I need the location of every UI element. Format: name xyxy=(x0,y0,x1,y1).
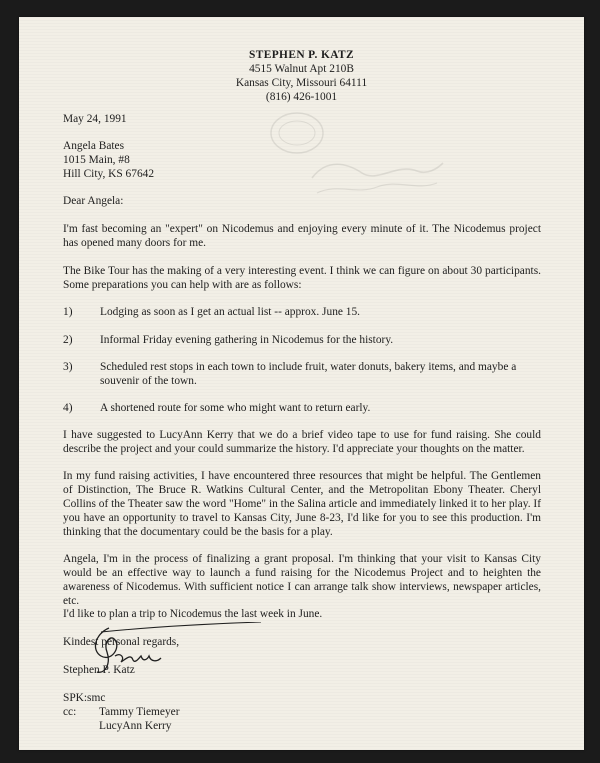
salutation: Dear Angela: xyxy=(63,195,124,207)
paragraph-grant: Angela, I'm in the process of finalizing a grant proposal. I'm thinking that your visit to Kansas City would be an effective way to launch a fund raising for the Nicodemus Project and to heighten the awareness of Nicodemus. With sufficient notice I can arrange talk show interviews, newspaper articles, etc. xyxy=(63,553,541,607)
list-item-text: Lodging as soon as I get an actual list -- approx. June 15. xyxy=(100,306,361,318)
paragraph-fund-raising: In my fund raising activities, I have encountered three resources that might be helpful. The Gentlemen of Distinction, The Bruce R. Watkins Cultural Center, and the Metropolitan Ebony Theater. Cheryl Collins of the Theater saw the word "Home" in the Salina article and immediately linked it to her play. If you have an opportunity to travel to Kansas City, June 8-23, I'd like for you to see this production. I'm thinking that the documentary could be the basis for a play. xyxy=(63,470,541,538)
paragraph-bike-tour: The Bike Tour has the making of a very interesting event. I think we can figure on about 30 participants. Some preparations you can help with are as follows: xyxy=(63,265,541,291)
list-item-text: Informal Friday evening gathering in Nicodemus for the history. xyxy=(100,334,394,346)
letterhead-phone: (816) 426-1001 xyxy=(265,91,338,103)
list-item-text: Scheduled rest stops in each town to include fruit, water donuts, bakery items, and maybe a souvenir of the town. xyxy=(100,361,517,387)
paragraph-intro: I'm fast becoming an "expert" on Nicodemus and enjoying every minute of it. The Nicodemus project has opened many doors for me. xyxy=(63,223,541,249)
recipient-city: Hill City, KS 67642 xyxy=(63,168,155,180)
signer-name: Stephen P. Katz xyxy=(63,664,135,676)
list-number: 1) xyxy=(63,306,73,318)
closing: Kindest personal regards, xyxy=(63,636,180,648)
typist-initials: SPK:smc xyxy=(63,692,106,704)
letterhead-street: 4515 Walnut Apt 210B xyxy=(249,63,354,75)
letterhead-name: STEPHEN P. KATZ xyxy=(248,49,355,61)
list-number: 4) xyxy=(63,402,73,414)
list-item-text: A shortened route for some who might want to return early. xyxy=(100,402,371,414)
paper-watermark xyxy=(267,103,447,213)
cc-label: cc: xyxy=(63,706,77,718)
recipient-name: Angela Bates xyxy=(63,140,125,152)
paragraph-trip: I'd like to plan a trip to Nicodemus the last week in June. xyxy=(63,608,323,620)
list-number: 3) xyxy=(63,361,73,373)
letterhead xyxy=(19,48,584,104)
paragraph-video: I have suggested to LucyAnn Kerry that we do a brief video tape to use for fund raising. She could describe the project and your could summarize the history. I'd appreciate your thoughts on the matter. xyxy=(63,429,541,455)
cc-name: Tammy Tiemeyer xyxy=(99,706,180,718)
letter-page xyxy=(19,17,584,750)
letterhead-city: Kansas City, Missouri 64111 xyxy=(235,77,368,89)
recipient-street: 1015 Main, #8 xyxy=(63,154,130,166)
letter-date: May 24, 1991 xyxy=(63,113,127,125)
list-number: 2) xyxy=(63,334,73,346)
cc-name: LucyAnn Kerry xyxy=(99,720,172,732)
